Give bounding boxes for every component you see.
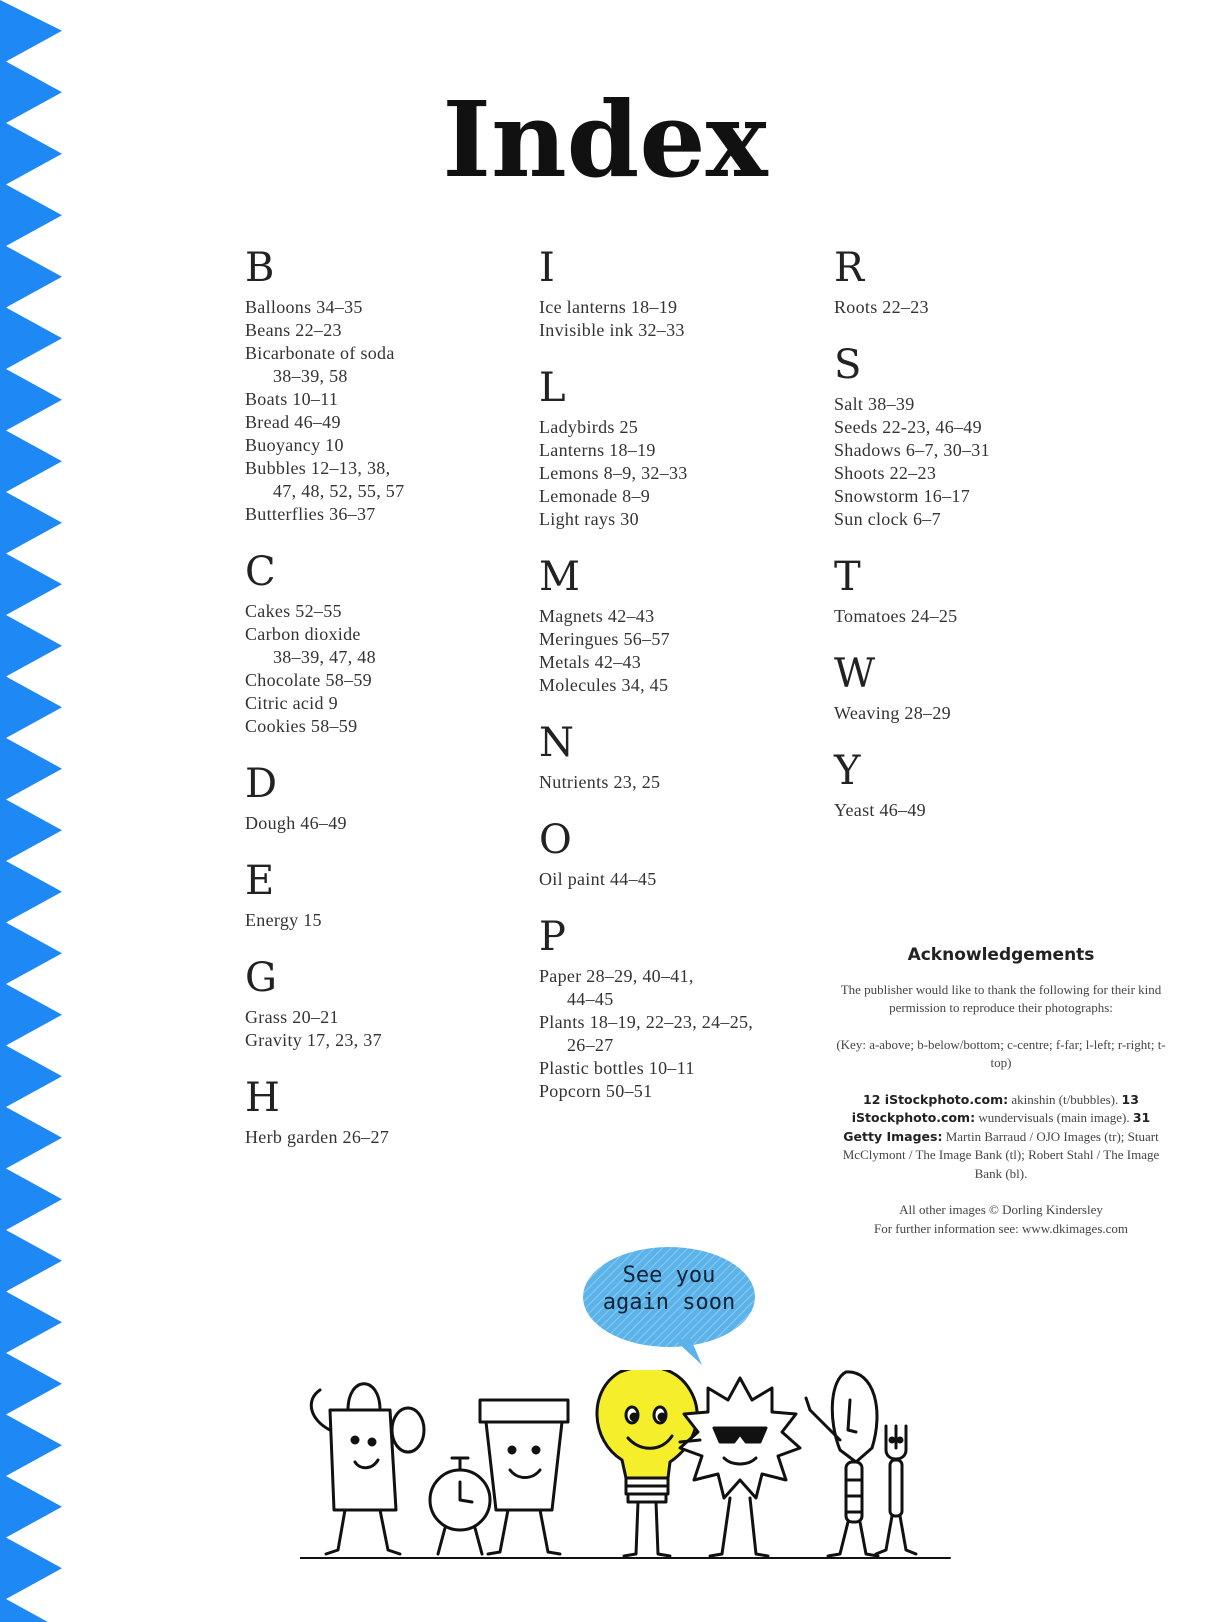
credit-source: 31 Getty Images: [843,1110,1151,1144]
index-letter: P [539,914,566,960]
speech-bubble-text [580,1262,758,1316]
index-section-r [834,246,1104,319]
index-entry: Lanterns 18–19 [539,440,656,460]
index-entry: Carbon dioxide 38–39, 47, 48 [245,624,376,667]
sun-icon [680,1378,800,1556]
credit-source: 12 iStockphoto.com: [863,1091,1009,1107]
acknowledgements-footer-1: All other images © Dorling Kindersley [899,1202,1103,1217]
index-entry: Boats 10–11 [245,389,339,409]
index-entry: Sun clock 6–7 [834,509,941,529]
acknowledgements-key: (Key: a-above; b-below/bottom; c-centre; f-far; l-left; r-right; t-top) [836,1036,1166,1070]
index-entry: Yeast 46–49 [834,800,926,820]
index-column-2 [539,246,809,1127]
index-entry: Lemons 8–9, 32–33 [539,463,688,483]
index-entry: Butterflies 36–37 [245,504,376,524]
acknowledgements-intro: The publisher would like to thank the following for their kind permission to reproduce their photographs: [840,981,1162,1015]
index-section-w [834,652,1104,725]
acknowledgements-title: Acknowledgements [907,945,1095,965]
index-entry: Roots 22–23 [834,297,929,317]
index-section-t [834,555,1104,628]
page-title: Index [442,78,768,201]
index-section-c [245,550,515,738]
index-entry: Meringues 56–57 [539,629,670,649]
credit-text: wundervisuals (main image). [975,1110,1133,1125]
index-letter: B [245,245,275,291]
watering-can-icon [311,1384,424,1554]
index-entry: Ladybirds 25 [539,417,639,437]
index-column-1 [245,246,515,1173]
index-entry: Plants 18–19, 22–23, 24–25, 26–27 [539,1012,754,1055]
index-letter: C [245,549,276,595]
index-entry: Dough 46–49 [245,813,347,833]
index-entry: Gravity 17, 23, 37 [245,1030,382,1050]
index-entry: Salt 38–39 [834,394,915,414]
index-column-3 [834,246,1104,846]
credit-text: Martin Barraud / OJO Images (tr); Stuart McClymont / The Image Bank (tl); Robert Stahl / The Image Bank (bl). [842,1128,1160,1181]
index-section-h [245,1076,515,1149]
characters-illustration [300,1370,960,1580]
index-section-g [245,956,515,1052]
index-section-n [539,721,809,794]
index-entry: Buoyancy 10 [245,435,344,455]
index-entry: Paper 28–29, 40–41, 44–45 [539,966,694,1009]
index-entry: Bicarbonate of soda 38–39, 58 [245,343,395,386]
index-letter: R [834,245,865,291]
index-letter: W [834,651,876,697]
index-letter: I [539,245,555,291]
index-section-y [834,749,1104,822]
trowel-icon [806,1372,878,1556]
index-entry: Metals 42–43 [539,652,642,672]
fork-icon [876,1426,916,1554]
index-letter: N [539,720,574,766]
index-entry: Shadows 6–7, 30–31 [834,440,990,460]
index-letter: E [245,858,275,904]
index-entry: Plastic bottles 10–11 [539,1058,695,1078]
acknowledgements [836,946,1166,1238]
index-entry: Bubbles 12–13, 38, 47, 48, 52, 55, 57 [245,458,405,501]
index-letter: L [539,365,566,411]
index-entry: Light rays 30 [539,509,639,529]
index-section-p [539,915,809,1103]
index-entry: Bread 46–49 [245,412,341,432]
index-section-b [245,246,515,526]
index-entry: Shoots 22–23 [834,463,937,483]
index-letter: O [539,817,572,863]
clock-icon [430,1458,490,1554]
index-letter: G [245,955,277,1001]
index-entry: Molecules 34, 45 [539,675,669,695]
index-entry: Tomatoes 24–25 [834,606,958,626]
index-entry: Weaving 28–29 [834,703,951,723]
credit-text: akinshin (t/bubbles). [1008,1091,1122,1107]
index-entry: Cookies 58–59 [245,716,358,736]
acknowledgements-credits [836,1091,1166,1184]
index-entry: Energy 15 [245,910,322,930]
index-entry: Grass 20–21 [245,1007,339,1027]
credit-source: 13 iStockphoto.com: [851,1091,1139,1125]
index-letter: Y [834,748,861,794]
index-letter: H [245,1075,280,1121]
acknowledgements-footer-2: For further information see: www.dkimages.com [873,1220,1129,1236]
lightbulb-icon [597,1370,697,1556]
index-letter: D [245,761,278,807]
index-letter: S [834,342,862,388]
index-entry: Chocolate 58–59 [245,670,372,690]
index-entry: Oil paint 44–45 [539,869,657,889]
index-section-s [834,343,1104,531]
index-entry: Lemonade 8–9 [539,486,651,506]
index-entry: Magnets 42–43 [539,606,655,626]
index-section-o [539,818,809,891]
index-section-e [245,859,515,932]
index-entry: Herb garden 26–27 [245,1127,390,1147]
index-entry: Invisible ink 32–33 [539,320,685,340]
index-entry: Cakes 52–55 [245,601,342,621]
index-section-d [245,762,515,835]
index-section-l [539,366,809,531]
speech-bubble-line-2: again soon [602,1290,736,1315]
index-entry: Seeds 22-23, 46–49 [834,417,982,437]
index-entry: Snowstorm 16–17 [834,486,971,506]
index-entry: Balloons 34–35 [245,297,363,317]
index-section-i [539,246,809,342]
index-letter: T [834,554,861,600]
index-entry: Beans 22–23 [245,320,342,340]
zigzag-border [0,0,70,1622]
index-entry: Nutrients 23, 25 [539,772,661,792]
index-letter: M [539,554,580,600]
index-entry: Ice lanterns 18–19 [539,297,678,317]
speech-bubble-line-1: See you [622,1263,716,1288]
index-entry: Citric acid 9 [245,693,338,713]
index-section-m [539,555,809,697]
index-entry: Popcorn 50–51 [539,1081,653,1101]
plant-pot-icon [480,1400,568,1554]
